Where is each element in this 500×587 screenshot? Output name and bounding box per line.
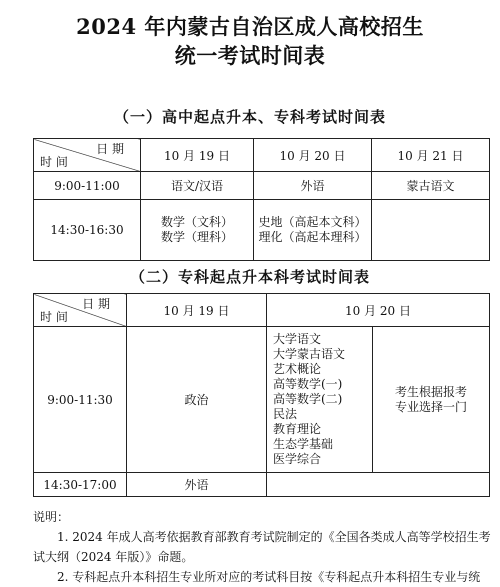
subject-item: 数学（理科） <box>160 230 233 244</box>
subject-item: 民法 <box>273 407 298 421</box>
table-row <box>34 473 490 497</box>
notes-heading: 说明： <box>33 510 70 524</box>
table-row <box>34 294 490 327</box>
date-header: 10 月 19 日 <box>127 294 267 327</box>
empty-cell <box>372 200 490 261</box>
subject-item: 高等数学(二) <box>273 392 343 406</box>
schedule-table-2 <box>33 293 490 497</box>
note-cell <box>373 327 490 473</box>
header-diagonal-cell <box>34 294 127 327</box>
note-line: 专业选择一门 <box>395 399 468 414</box>
subject-cell: 政治 <box>127 327 267 473</box>
header-date-label: 日 期 <box>82 297 110 311</box>
date-header: 10 月 20 日 <box>254 139 372 172</box>
subject-item: 医学综合 <box>273 452 322 466</box>
subject-item: 大学语文 <box>273 332 322 346</box>
subject-list-cell <box>267 327 373 473</box>
subject-item: 理化（高起本理科） <box>258 230 367 244</box>
date-header: 10 月 19 日 <box>141 139 254 172</box>
header-diagonal-cell <box>34 139 141 172</box>
time-cell: 14:30-16:30 <box>34 200 141 261</box>
header-time-label: 时 间 <box>40 310 68 324</box>
note-item-1-cont: 试大纲（2024 年版）》命题。 <box>33 550 194 564</box>
subject-cell <box>254 200 372 261</box>
header-date-label: 日 期 <box>96 142 124 156</box>
notes <box>33 507 495 587</box>
subject-item: 大学蒙古语文 <box>273 347 346 361</box>
table-row <box>34 327 490 473</box>
time-cell: 9:00-11:00 <box>34 172 141 200</box>
subject-cell: 蒙古语文 <box>372 172 490 200</box>
subject-cell: 语文/汉语 <box>141 172 254 200</box>
table-row <box>34 172 490 200</box>
section1-title: （一）高中起点升本、专科考试时间表 <box>113 108 386 126</box>
time-cell: 14:30-17:00 <box>34 473 127 497</box>
header-time-label: 时 间 <box>40 155 68 169</box>
subject-cell: 外语 <box>254 172 372 200</box>
note-item-1: 1. 2024 年成人高考依据教育部教育考试院制定的《全国各类成人高等学校招生考 <box>57 530 491 544</box>
empty-cell <box>267 473 490 497</box>
date-header: 10 月 21 日 <box>372 139 490 172</box>
subject-item: 史地（高起本文科） <box>258 215 367 229</box>
schedule-table-1 <box>33 138 490 261</box>
page-title-line2: 统一考试时间表 <box>174 43 326 68</box>
subject-cell <box>141 200 254 261</box>
note-line: 考生根据报考 <box>395 384 468 399</box>
table-row <box>34 200 490 261</box>
note-item-2: 2. 专科起点升本科招生专业所对应的考试科目按《专科起点升本科招生专业与统 <box>57 570 481 584</box>
time-cell: 9:00-11:30 <box>34 327 127 473</box>
table-row <box>34 139 490 172</box>
subject-item: 数学（文科） <box>160 215 233 229</box>
page-title-line1: 2024 年内蒙古自治区成人高校招生 <box>76 14 424 39</box>
date-header: 10 月 20 日 <box>267 294 490 327</box>
section2-title: （二）专科起点升本科考试时间表 <box>129 268 370 286</box>
subject-item: 艺术概论 <box>273 362 322 376</box>
subject-item: 生态学基础 <box>273 437 334 451</box>
subject-item: 教育理论 <box>273 422 322 436</box>
subject-item: 高等数学(一) <box>273 377 343 391</box>
subject-cell: 外语 <box>127 473 267 497</box>
